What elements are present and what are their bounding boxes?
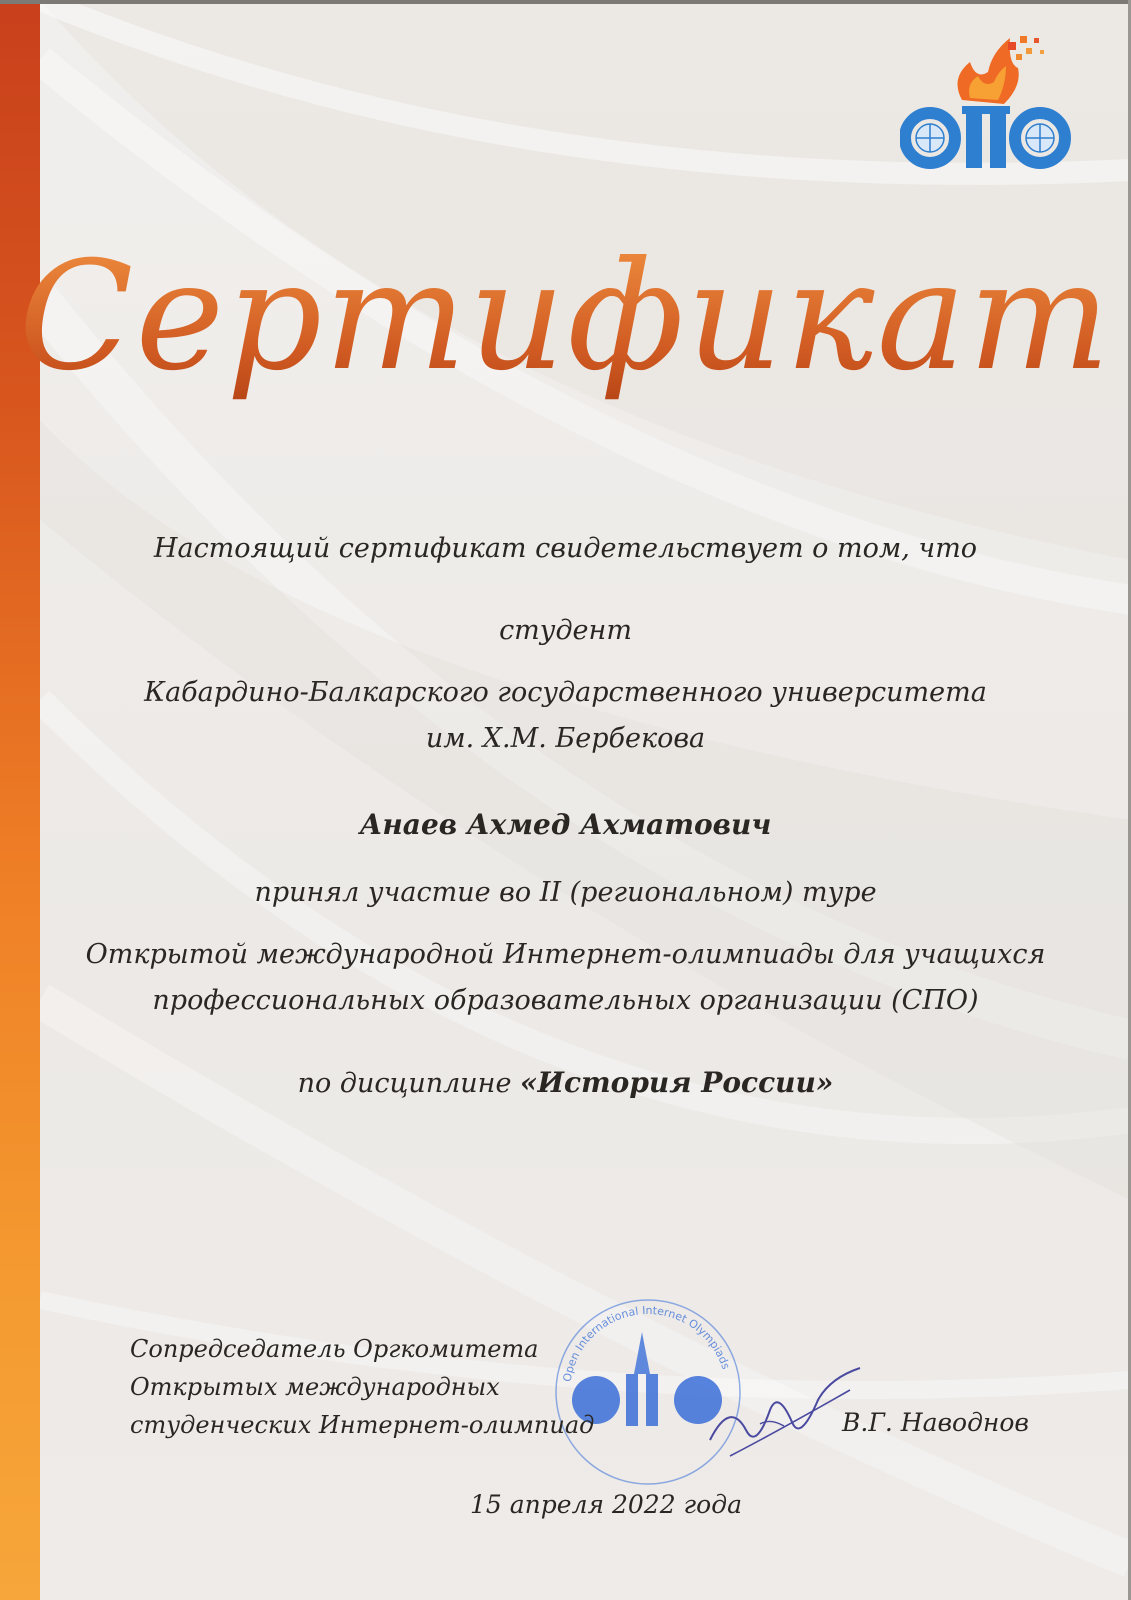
olympiad-line-1: Открытой международной Интернет-олимпиады для учащихся: [85, 939, 1046, 970]
top-edge: [0, 0, 1131, 4]
participation-text: принял участие во II (региональном) туре: [254, 877, 877, 908]
signatory-title-line-2: Открытых международных: [130, 1373, 500, 1401]
olympiad-line-2: профессиональных образовательных организации (СПО): [152, 985, 979, 1016]
role-text: студент: [499, 615, 632, 646]
discipline-prefix: по дисциплине: [297, 1068, 521, 1099]
discipline-line: [0, 1066, 1131, 1101]
certificate-title: Сертификат: [0, 232, 1131, 402]
signatory-name: В.Г. Наводнов: [842, 1408, 1029, 1437]
signatory-title-line-1: Сопредседатель Оргкомитета: [130, 1335, 539, 1363]
institution-line-1: Кабардино-Балкарского государственного университета: [144, 677, 987, 708]
issue-date: 15 апреля 2022 года: [470, 1490, 742, 1519]
intro-text: Настоящий сертификат свидетельствует о том, что: [153, 533, 978, 564]
discipline-name: «История России»: [520, 1066, 834, 1099]
signatory-title: [130, 1330, 594, 1444]
signatory-title-line-3: студенческих Интернет-олимпиад: [130, 1411, 595, 1439]
olympiad-torch-logo-icon: [900, 28, 1090, 188]
institution-line-2: им. Х.М. Бербекова: [425, 723, 706, 754]
stamp-ring-text: Open International Internet Olympiads: [560, 1303, 733, 1383]
recipient-name: Анаев Ахмед Ахматович: [359, 808, 772, 841]
